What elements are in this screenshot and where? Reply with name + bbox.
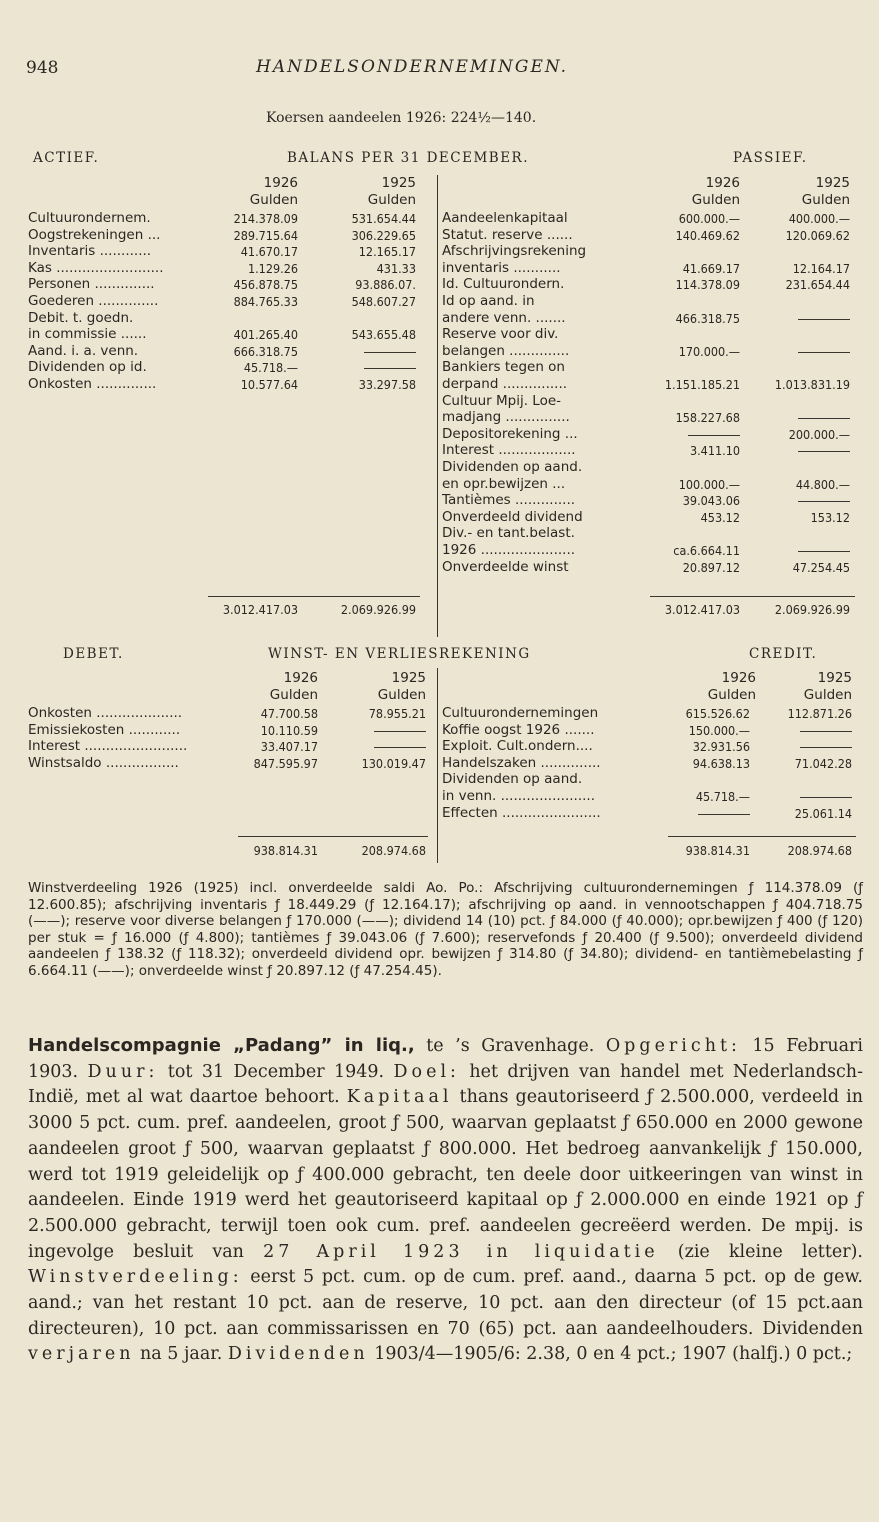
actief-total-rule — [208, 596, 420, 597]
liquidatie-date: 27 April 1923 in liquidatie — [263, 1241, 659, 1262]
passief-row-value-1926: 39.043.06 — [682, 493, 740, 509]
actief-row-label: Aand. i. a. venn. — [28, 342, 139, 359]
empty-value-dash — [798, 418, 850, 419]
company-place: te ’s Gravenhage. — [414, 1036, 606, 1056]
opgericht-value: 15 Februari 1903. — [28, 1036, 863, 1082]
passief-row-value-1925: 400.000.— — [788, 211, 850, 226]
empty-value-dash — [798, 551, 850, 552]
empty-value-dash — [798, 501, 850, 502]
actief-row-value-1926: 401.265.40 — [233, 327, 298, 343]
actief-row-value-1925 — [318, 360, 416, 375]
actief-row-value-1926: 666.318.75 — [233, 343, 298, 359]
credit-total-1925: 208.974.68 — [787, 843, 852, 858]
after-verjaren: na 5 jaar. — [134, 1344, 228, 1365]
debet-row-value-1925: 130.019.47 — [361, 755, 426, 771]
actief-row-value-1926: 45.718.— — [243, 360, 298, 376]
debet-total-1926: 938.814.31 — [253, 843, 318, 858]
passief-row-value-1925 — [752, 410, 850, 425]
passief-row-label: Tantièmes .............. — [442, 492, 576, 509]
doel-value: het drijven van handel met Nederlandsch-Indië, met al wat daartoe behoort. — [28, 1061, 863, 1108]
passief-row-value-1926: 453.12 — [700, 509, 740, 525]
passief-row-value-1926: 114.378.09 — [675, 277, 740, 293]
credit-currency-1925: Gulden — [803, 687, 852, 703]
actief-row-value-1926: 214.378.09 — [233, 211, 298, 226]
empty-value-dash — [800, 747, 852, 748]
balans-title: BALANS PER 31 DECEMBER. — [287, 150, 530, 166]
debet-row-label: Interest ........................ — [28, 738, 188, 755]
passief-row-label: inventaris ........... — [442, 259, 561, 276]
verjaren-word: verjaren — [28, 1344, 135, 1365]
passief-label: PASSIEF. — [733, 150, 808, 166]
passief-row-label: Id op aand. in — [442, 293, 535, 309]
empty-value-dash — [800, 797, 852, 798]
actief-row-label: in commissie ...... — [28, 326, 147, 343]
credit-total-rule — [668, 836, 856, 837]
actief-label: ACTIEF. — [33, 150, 100, 166]
passief-row-value-1925: 200.000.— — [788, 426, 850, 442]
passief-row-value-1925: 120.069.62 — [785, 227, 850, 243]
actief-row-value-1926: 1.129.26 — [247, 260, 298, 276]
debet-total-rule — [238, 836, 428, 837]
passief-row-label: Id. Cultuurondern. — [442, 276, 565, 293]
dividenden-value: 1903/4—1905/6: 2.38, 0 en 4 pct.; 1907 (halfj.) 0 pct.; — [368, 1344, 853, 1365]
credit-row-value-1926 — [652, 806, 750, 821]
passief-row-value-1926: 20.897.12 — [682, 559, 740, 575]
credit-row-value-1925: 71.042.28 — [794, 755, 852, 771]
wv-divider — [437, 668, 438, 863]
passief-row-label: Afschrijvingsrekening — [442, 243, 587, 260]
kapitaal-value: thans geautoriseerd ƒ 2.500.000, verdeeld in 3000 5 pct. cum. pref. aandeelen, groot ƒ 500, waarvan geplaatst ƒ 650.000 en 2000 gewone aandeelen groot ƒ 500, waarvan geplaatst ƒ 800.000. Het bedroeg aanvankelijk ƒ 150.000, werd tot 1919 geleidelijk op ƒ 400.000 gebracht, ten deele door uitkeeringen van winst in aandeelen. Einde 1919 werd het geautoriseerd kapitaal op ƒ 2.000.000 en einde 1921 op ƒ 2.500.000 gebracht, terwijl toen ook cum. pref. aandeelen gecreëerd werden. De mpij. is ingevolge besluit van — [28, 1087, 863, 1262]
passief-row-value-1925: 153.12 — [810, 509, 850, 525]
passief-total-1926: 3.012.417.03 — [664, 602, 740, 617]
actief-row-value-1926: 456.878.75 — [233, 277, 298, 293]
empty-value-dash — [800, 731, 852, 732]
actief-row-value-1926: 41.670.17 — [240, 244, 298, 260]
actief-year-1925: 1925 — [381, 175, 416, 191]
empty-value-dash — [798, 451, 850, 452]
opgericht-label: Opgericht: — [605, 1036, 741, 1056]
credit-row-value-1926: 45.718.— — [695, 789, 750, 804]
debet-row-value-1925 — [328, 739, 426, 754]
actief-row-value-1925: 33.297.58 — [358, 377, 416, 392]
actief-row-value-1925 — [318, 344, 416, 359]
share-price-note: Koersen aandeelen 1926: 224½—140. — [266, 110, 537, 126]
passief-row-value-1926: 600.000.— — [678, 211, 740, 226]
kapitaal-label: Kapitaal — [346, 1087, 453, 1108]
actief-row-label: Oogstrekeningen ... — [28, 226, 161, 243]
debet-total-1925: 208.974.68 — [361, 843, 426, 858]
dividenden-label: Dividenden — [227, 1344, 369, 1365]
credit-row-label: Exploit. Cult.ondern.... — [442, 738, 593, 755]
actief-row-label: Personen .............. — [28, 276, 155, 293]
passief-row-label: Interest .................. — [442, 442, 576, 459]
credit-year-1925: 1925 — [817, 670, 852, 686]
credit-row-value-1925: 25.061.14 — [794, 805, 852, 821]
actief-row-value-1925: 306.229.65 — [351, 227, 416, 243]
actief-currency-1926: Gulden — [249, 192, 298, 208]
passief-row-label: madjang ............... — [442, 409, 570, 426]
actief-row-label: Goederen .............. — [28, 293, 159, 309]
passief-row-value-1925: 47.254.45 — [792, 559, 850, 575]
debet-row-value-1926: 847.595.97 — [253, 755, 318, 771]
credit-row-value-1925: 112.871.26 — [787, 706, 852, 721]
empty-value-dash — [364, 352, 416, 353]
winstverdeeling-text: Winstverdeeling 1926 (1925) incl. onverdeelde saldi Ao. Po.: Afschrijving cultuurondernemingen ƒ 114.378.09 (ƒ 12.600.85); afschrijving inventaris ƒ 18.449.29 (ƒ 12.164.17); afschrijving op aand. in vennootschappen ƒ 404.718.75 (——); reserve voor diverse belangen ƒ 170.000 (——); dividend 14 (10) pct. ƒ 84.000 (ƒ 40.000); opr.bewijzen ƒ 400 (ƒ 120) per stuk = ƒ 16.000 (ƒ 4.800); tantièmes ƒ 39.043.06 (ƒ 7.600); reservefonds ƒ 20.400 (ƒ 9.500); onverdeeld dividend aandeelen ƒ 138.32 (ƒ 118.32); onverdeeld dividend opr. bewijzen ƒ 314.80 (ƒ 34.80); dividend- en tantièmebelasting ƒ 6.664.11 (——); onverdeelde winst ƒ 20.897.12 (ƒ 47.254.45). — [28, 880, 863, 979]
passief-row-label: Statut. reserve ...... — [442, 226, 573, 243]
passief-year-1926: 1926 — [705, 175, 740, 191]
credit-row-label: Handelszaken .............. — [442, 754, 601, 771]
passief-row-value-1926: 100.000.— — [678, 476, 740, 492]
credit-currency-1926: Gulden — [707, 687, 756, 703]
passief-row-value-1926 — [642, 427, 740, 442]
actief-row-value-1925: 431.33 — [376, 260, 416, 276]
passief-row-label: Depositorekening ... — [442, 425, 578, 442]
debet-row-value-1925: 78.955.21 — [368, 706, 426, 721]
passief-year-1925: 1925 — [815, 175, 850, 191]
actief-total-1925: 2.069.926.99 — [340, 602, 416, 617]
actief-row-value-1925: 531.654.44 — [351, 211, 416, 226]
actief-row-label: Onkosten .............. — [28, 376, 157, 392]
passief-row-value-1926: 170.000.— — [678, 343, 740, 359]
debet-row-value-1925 — [328, 723, 426, 738]
passief-row-label: Cultuur Mpij. Loe- — [442, 392, 562, 409]
credit-row-value-1925 — [754, 739, 852, 754]
page-number: 948 — [26, 58, 59, 78]
passief-total-rule — [650, 596, 855, 597]
credit-year-1926: 1926 — [721, 670, 756, 686]
debet-currency-1925: Gulden — [377, 687, 426, 703]
credit-row-value-1925 — [754, 789, 852, 804]
passief-row-value-1926: 158.227.68 — [675, 410, 740, 426]
credit-row-value-1926: 32.931.56 — [692, 739, 750, 755]
actief-row-value-1926: 10.577.64 — [240, 377, 298, 392]
passief-row-label: Aandeelenkapitaal — [442, 210, 568, 226]
empty-value-dash — [798, 319, 850, 320]
passief-row-value-1925: 12.164.17 — [792, 260, 850, 276]
passief-row-value-1925 — [752, 311, 850, 326]
empty-value-dash — [798, 352, 850, 353]
winstverdeeling-label: Winstverdeeling: — [28, 1267, 243, 1288]
passief-row-value-1925: 231.654.44 — [785, 277, 850, 293]
debet-row-value-1926: 47.700.58 — [260, 706, 318, 721]
credit-label: CREDIT. — [749, 646, 818, 662]
passief-row-label: belangen .............. — [442, 342, 570, 359]
passief-currency-1926: Gulden — [691, 192, 740, 208]
passief-row-label: derpand ............... — [442, 376, 568, 392]
passief-row-value-1925: 1.013.831.19 — [774, 377, 850, 392]
running-title: HANDELSONDERNEMINGEN. — [256, 57, 569, 77]
credit-row-value-1926: 615.526.62 — [685, 706, 750, 721]
actief-row-label: Debit. t. goedn. — [28, 309, 134, 326]
debet-currency-1926: Gulden — [269, 687, 318, 703]
actief-row-label: Dividenden op id. — [28, 359, 147, 376]
actief-row-value-1925: 12.165.17 — [358, 244, 416, 260]
actief-row-value-1926: 884.765.33 — [233, 294, 298, 309]
actief-total-1926: 3.012.417.03 — [222, 602, 298, 617]
company-paragraph — [28, 1033, 863, 1368]
passief-row-value-1926: 140.469.62 — [675, 227, 740, 243]
actief-row-label: Kas ......................... — [28, 259, 164, 276]
wv-title: WINST- EN VERLIESREKENING — [268, 646, 531, 662]
passief-row-label: Dividenden op aand. — [442, 459, 583, 475]
passief-row-label: Onverdeeld dividend — [442, 508, 583, 525]
company-name: Handelscompagnie „Padang” in liq., — [28, 1035, 415, 1056]
debet-year-1926: 1926 — [283, 670, 318, 686]
passief-row-label: andere venn. ....... — [442, 309, 566, 326]
actief-row-label: Inventaris ............ — [28, 243, 152, 260]
credit-row-label: Cultuurondernemingen — [442, 705, 599, 721]
passief-row-value-1925: 44.800.— — [795, 476, 850, 492]
debet-row-label: Emissiekosten ............ — [28, 721, 181, 738]
passief-row-value-1926: 41.669.17 — [682, 260, 740, 276]
passief-row-value-1926: 1.151.185.21 — [664, 377, 740, 392]
passief-row-value-1926: ca.6.664.11 — [673, 543, 740, 558]
credit-row-label: Koffie oogst 1926 ....... — [442, 721, 595, 738]
debet-row-value-1926: 33.407.17 — [260, 739, 318, 755]
passief-row-value-1925 — [752, 344, 850, 359]
passief-row-value-1925 — [752, 443, 850, 458]
passief-row-label: Div.- en tant.belast. — [442, 525, 575, 542]
actief-row-label: Cultuurondernem. — [28, 210, 151, 226]
passief-total-1925: 2.069.926.99 — [774, 602, 850, 617]
empty-value-dash — [374, 731, 426, 732]
credit-row-value-1925 — [754, 723, 852, 738]
passief-row-value-1925 — [752, 493, 850, 508]
credit-row-value-1926: 94.638.13 — [692, 755, 750, 771]
passief-row-label: Bankiers tegen on — [442, 359, 565, 376]
passief-row-label: Reserve voor div. — [442, 326, 559, 343]
passief-row-label: Onverdeelde winst — [442, 558, 569, 575]
passief-row-value-1926: 466.318.75 — [675, 310, 740, 326]
balans-divider — [437, 175, 438, 637]
doel-label: Doel: — [393, 1061, 460, 1082]
empty-value-dash — [364, 368, 416, 369]
credit-row-value-1926: 150.000.— — [688, 722, 750, 738]
credit-total-1926: 938.814.31 — [685, 843, 750, 858]
actief-currency-1925: Gulden — [367, 192, 416, 208]
passief-row-label: 1926 ...................... — [442, 542, 576, 558]
debet-label: DEBET. — [63, 646, 124, 662]
credit-row-label: in venn. ...................... — [442, 788, 595, 804]
debet-year-1925: 1925 — [391, 670, 426, 686]
passief-row-value-1925 — [752, 543, 850, 558]
duur-label: Duur: — [87, 1061, 159, 1082]
empty-value-dash — [698, 814, 750, 815]
winstverdeeling-rule: eerst 5 pct. cum. op de cum. pref. aand., daarna 5 pct. op de gew. aand.; van het restant 10 pct. aan de reserve, 10 pct. aan den directeur (of 15 pct.aan directeuren), 10 pct. aan commissarissen en 70 (65) pct. aan aandeelhouders. Dividenden — [28, 1267, 863, 1339]
credit-row-label: Effecten ....................... — [442, 804, 601, 821]
actief-year-1926: 1926 — [263, 175, 298, 191]
actief-row-value-1926: 289.715.64 — [233, 227, 298, 243]
debet-row-label: Onkosten .................... — [28, 705, 183, 721]
passief-row-value-1926: 3.411.10 — [689, 443, 740, 459]
actief-row-value-1925: 93.886.07. — [355, 277, 416, 293]
debet-row-label: Winstsaldo ................. — [28, 754, 179, 771]
passief-currency-1925: Gulden — [801, 192, 850, 208]
credit-row-label: Dividenden op aand. — [442, 771, 583, 788]
after-liquidatie: (zie kleine letter). — [658, 1241, 863, 1262]
empty-value-dash — [374, 747, 426, 748]
actief-row-value-1925: 543.655.48 — [351, 327, 416, 343]
empty-value-dash — [688, 435, 740, 436]
passief-row-label: en opr.bewijzen ... — [442, 475, 566, 492]
winstverdeeling-note — [28, 880, 863, 980]
actief-row-value-1925: 548.607.27 — [351, 294, 416, 309]
duur-value: tot 31 December 1949. — [158, 1061, 394, 1082]
debet-row-value-1926: 10.110.59 — [260, 722, 318, 738]
